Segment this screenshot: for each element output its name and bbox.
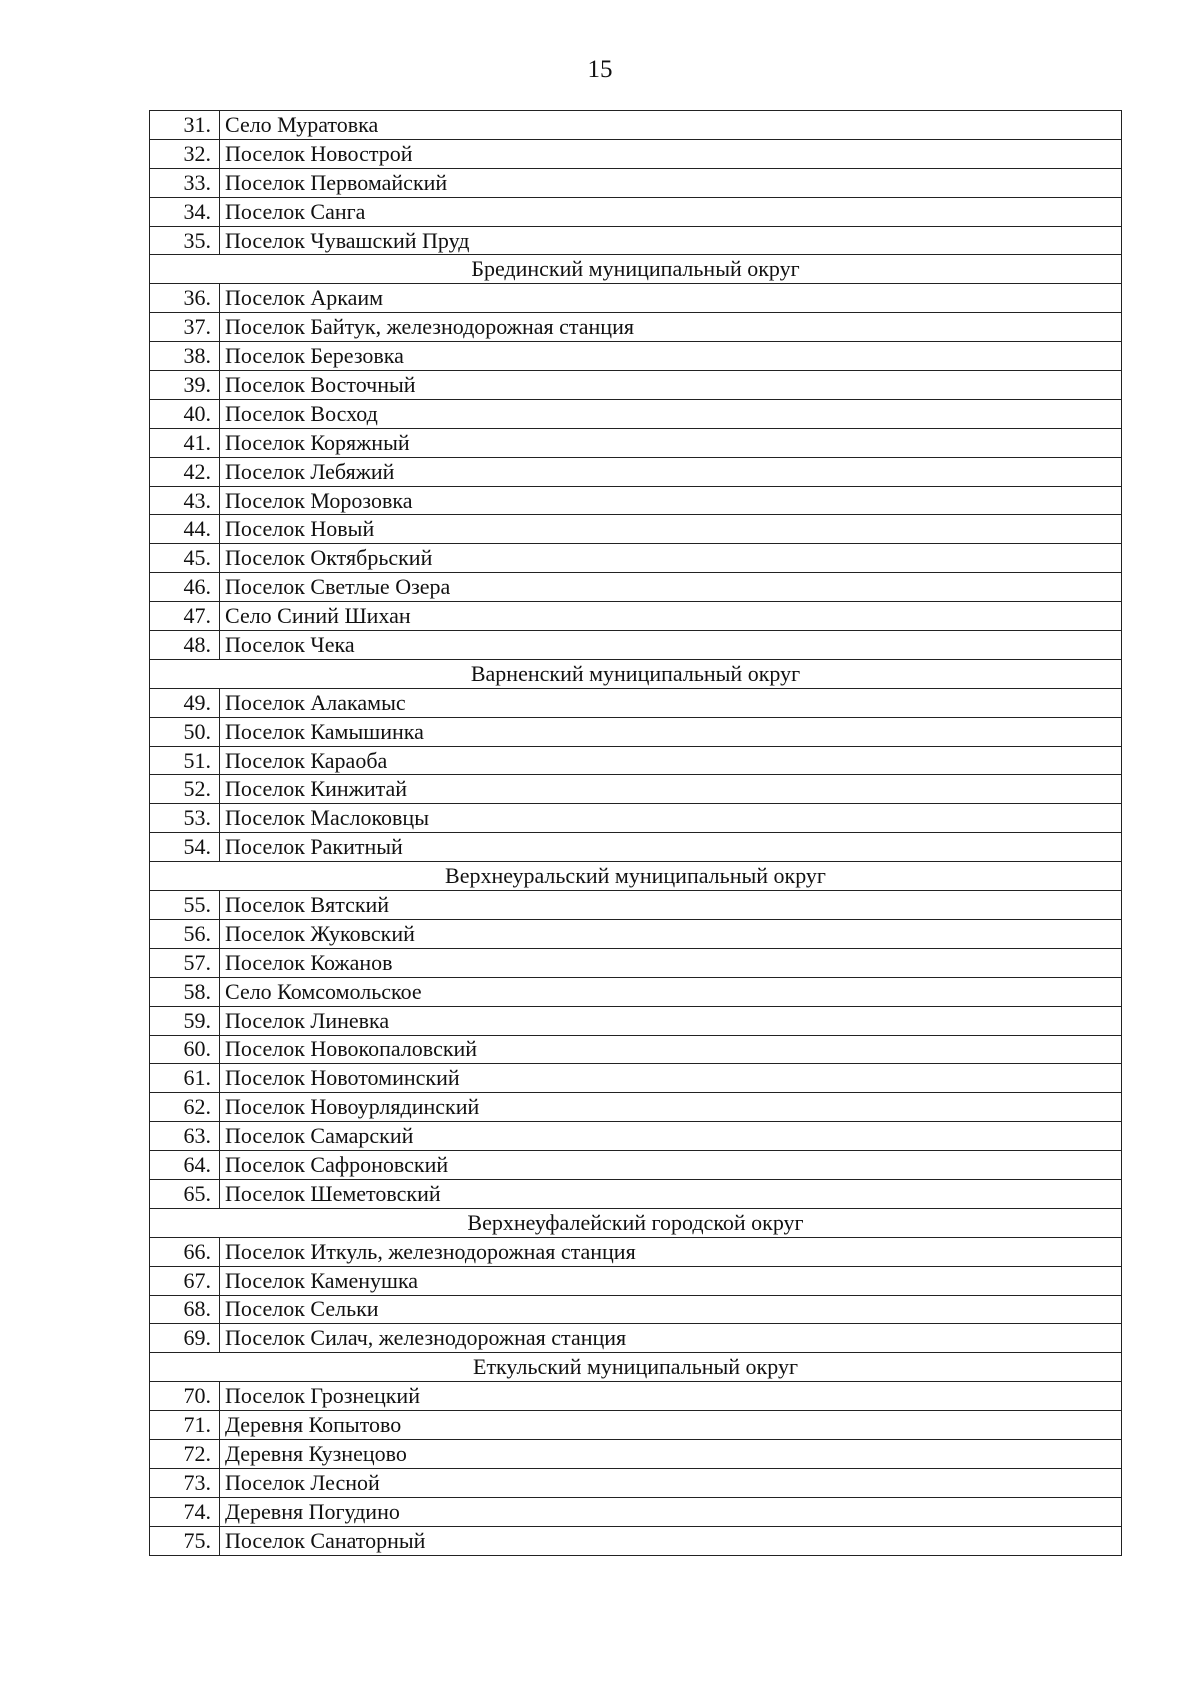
table-row [150,1526,1122,1555]
table-row [150,284,1122,313]
settlement-name: Поселок Чувашский Пруд [220,226,1122,255]
table-row [150,313,1122,342]
row-number: 57. [150,948,220,977]
settlement-name: Поселок Силач, железнодорожная станция [220,1324,1122,1353]
row-number: 45. [150,544,220,573]
row-number: 65. [150,1179,220,1208]
row-number: 31. [150,111,220,140]
table-row [150,1035,1122,1064]
settlement-name: Село Синий Шихан [220,602,1122,631]
settlement-name: Село Муратовка [220,111,1122,140]
settlement-name: Поселок Кинжитай [220,775,1122,804]
table-row [150,1064,1122,1093]
row-number: 71. [150,1411,220,1440]
settlement-name: Поселок Морозовка [220,486,1122,515]
section-header-row [150,1353,1122,1382]
table-row [150,1151,1122,1180]
settlement-name: Поселок Октябрьский [220,544,1122,573]
row-number: 44. [150,515,220,544]
row-number: 54. [150,833,220,862]
table-row [150,1295,1122,1324]
row-number: 36. [150,284,220,313]
row-number: 70. [150,1382,220,1411]
settlement-name: Село Комсомольское [220,977,1122,1006]
settlement-name: Поселок Линевка [220,1006,1122,1035]
settlement-name: Поселок Шеметовский [220,1179,1122,1208]
row-number: 69. [150,1324,220,1353]
table-row [150,371,1122,400]
settlement-name: Поселок Новый [220,515,1122,544]
settlement-name: Поселок Самарский [220,1122,1122,1151]
row-number: 72. [150,1439,220,1468]
settlement-name: Поселок Байтук, железнодорожная станция [220,313,1122,342]
settlement-name: Поселок Сельки [220,1295,1122,1324]
section-title: Верхнеуфалейский городской округ [150,1208,1122,1237]
settlement-name: Поселок Каменушка [220,1266,1122,1295]
section-title: Брединский муниципальный округ [150,255,1122,284]
table-row [150,168,1122,197]
row-number: 37. [150,313,220,342]
row-number: 51. [150,746,220,775]
row-number: 34. [150,197,220,226]
table-row [150,717,1122,746]
row-number: 60. [150,1035,220,1064]
settlement-name: Поселок Чека [220,631,1122,660]
row-number: 49. [150,688,220,717]
settlement-name: Поселок Восход [220,399,1122,428]
row-number: 53. [150,804,220,833]
settlement-name: Поселок Маслоковцы [220,804,1122,833]
row-number: 50. [150,717,220,746]
table-row [150,977,1122,1006]
settlements-table [149,110,1122,1556]
row-number: 66. [150,1237,220,1266]
row-number: 62. [150,1093,220,1122]
table-row [150,1266,1122,1295]
table-row [150,1093,1122,1122]
table-row [150,1439,1122,1468]
settlement-name: Поселок Аркаим [220,284,1122,313]
table-row [150,486,1122,515]
table-row [150,139,1122,168]
row-number: 38. [150,342,220,371]
settlement-name: Поселок Санга [220,197,1122,226]
row-number: 46. [150,573,220,602]
settlement-name: Поселок Сафроновский [220,1151,1122,1180]
settlement-name: Поселок Камышинка [220,717,1122,746]
settlement-name: Поселок Грознецкий [220,1382,1122,1411]
section-header-row [150,1208,1122,1237]
table-row [150,1468,1122,1497]
table-row [150,573,1122,602]
table-row [150,1382,1122,1411]
row-number: 35. [150,226,220,255]
row-number: 43. [150,486,220,515]
row-number: 52. [150,775,220,804]
section-header-row [150,659,1122,688]
settlement-name: Поселок Восточный [220,371,1122,400]
table-row [150,919,1122,948]
settlement-name: Поселок Жуковский [220,919,1122,948]
section-header-row [150,862,1122,891]
settlement-name: Поселок Новотоминский [220,1064,1122,1093]
table-row [150,1006,1122,1035]
row-number: 64. [150,1151,220,1180]
table-row [150,688,1122,717]
table-row [150,544,1122,573]
settlement-name: Поселок Новострой [220,139,1122,168]
row-number: 55. [150,891,220,920]
table-row [150,515,1122,544]
settlement-name: Поселок Вятский [220,891,1122,920]
table-row [150,833,1122,862]
row-number: 67. [150,1266,220,1295]
settlement-name: Поселок Иткуль, железнодорожная станция [220,1237,1122,1266]
table-row [150,1324,1122,1353]
settlement-name: Поселок Караоба [220,746,1122,775]
table-row [150,1497,1122,1526]
settlement-name: Поселок Алакамыс [220,688,1122,717]
row-number: 39. [150,371,220,400]
table-row [150,111,1122,140]
row-number: 42. [150,457,220,486]
table-row [150,457,1122,486]
table-row [150,1237,1122,1266]
settlement-name: Поселок Коряжный [220,428,1122,457]
table-row [150,891,1122,920]
page-number: 15 [587,56,613,83]
row-number: 47. [150,602,220,631]
section-title: Еткульский муниципальный округ [150,1353,1122,1382]
settlement-name: Поселок Новокопаловский [220,1035,1122,1064]
table-row [150,602,1122,631]
settlement-name: Поселок Лебяжий [220,457,1122,486]
row-number: 58. [150,977,220,1006]
settlement-name: Поселок Санаторный [220,1526,1122,1555]
settlement-name: Поселок Лесной [220,1468,1122,1497]
table-row [150,804,1122,833]
table-row [150,428,1122,457]
section-header-row [150,255,1122,284]
row-number: 63. [150,1122,220,1151]
table-row [150,399,1122,428]
settlement-name: Поселок Первомайский [220,168,1122,197]
row-number: 75. [150,1526,220,1555]
row-number: 59. [150,1006,220,1035]
row-number: 61. [150,1064,220,1093]
settlement-name: Поселок Новоурлядинский [220,1093,1122,1122]
settlement-name: Поселок Кожанов [220,948,1122,977]
table-row [150,1411,1122,1440]
table-row [150,948,1122,977]
row-number: 40. [150,399,220,428]
table-row [150,775,1122,804]
settlement-name: Деревня Кузнецово [220,1439,1122,1468]
row-number: 68. [150,1295,220,1324]
row-number: 56. [150,919,220,948]
section-title: Варненский муниципальный округ [150,659,1122,688]
row-number: 32. [150,139,220,168]
row-number: 41. [150,428,220,457]
table-row [150,342,1122,371]
row-number: 48. [150,631,220,660]
settlements-table-body [150,111,1122,1556]
table-row [150,197,1122,226]
row-number: 74. [150,1497,220,1526]
table-row [150,226,1122,255]
table-row [150,746,1122,775]
section-title: Верхнеуральский муниципальный округ [150,862,1122,891]
settlement-name: Поселок Березовка [220,342,1122,371]
settlement-name: Деревня Погудино [220,1497,1122,1526]
table-row [150,1179,1122,1208]
table-row [150,1122,1122,1151]
settlement-name: Поселок Светлые Озера [220,573,1122,602]
row-number: 73. [150,1468,220,1497]
settlement-name: Поселок Ракитный [220,833,1122,862]
settlement-name: Деревня Копытово [220,1411,1122,1440]
row-number: 33. [150,168,220,197]
table-row [150,631,1122,660]
